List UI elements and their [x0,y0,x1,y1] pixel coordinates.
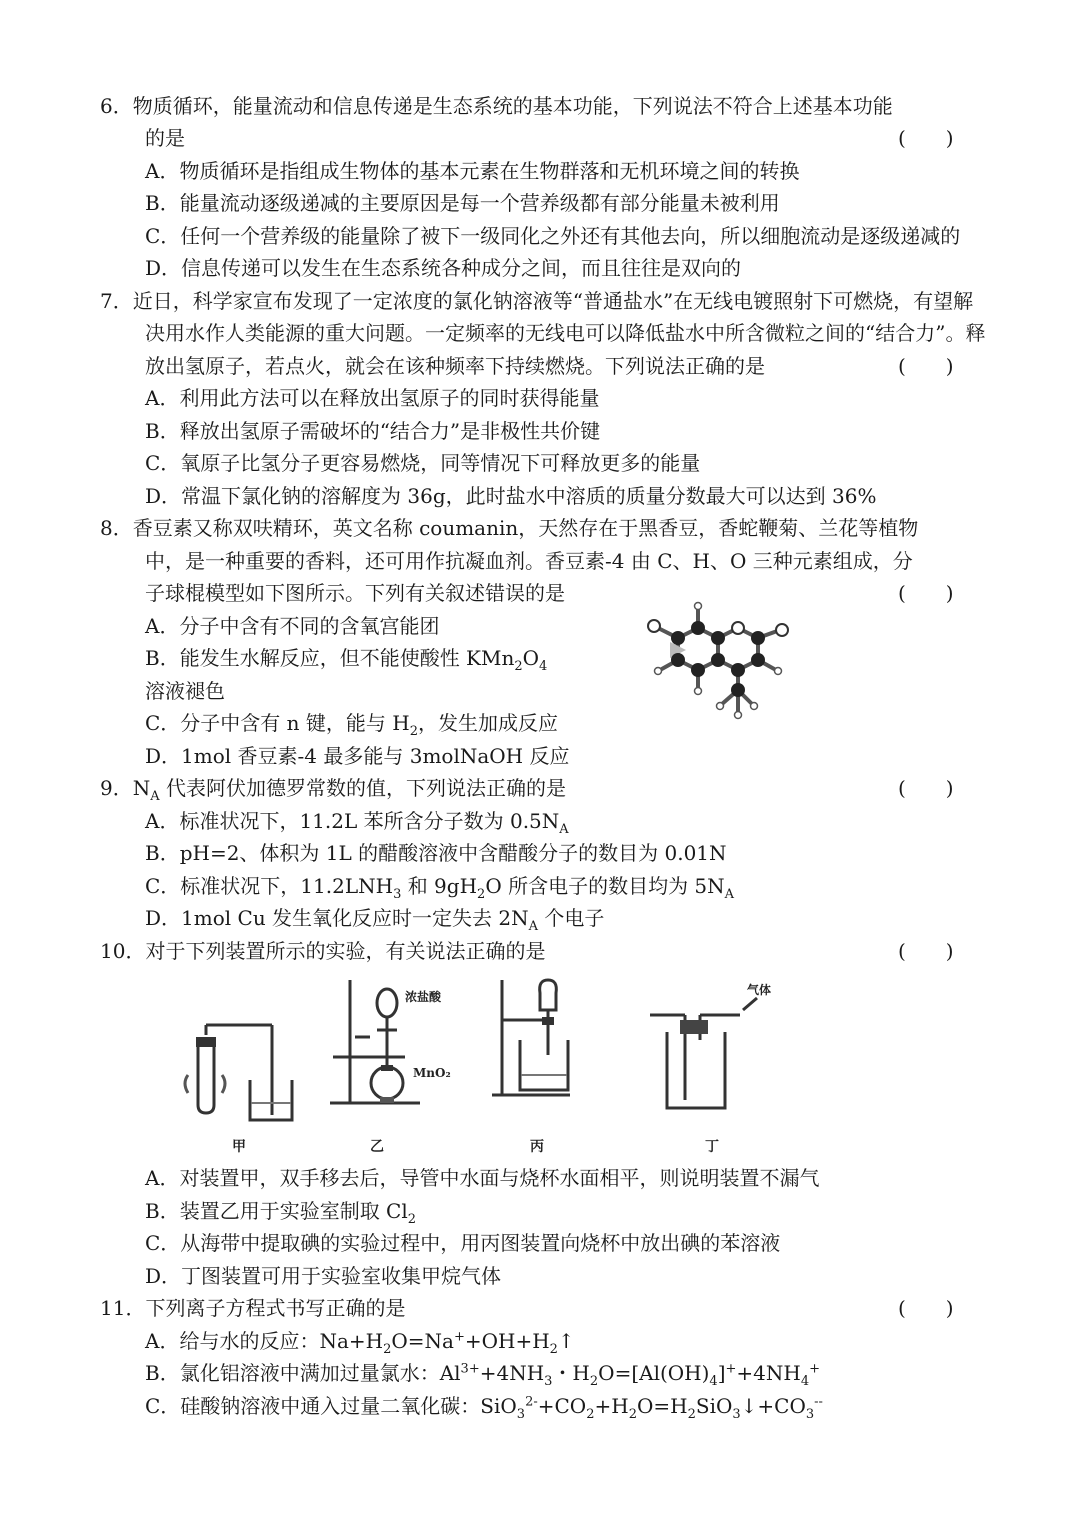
q9-option-c: C．标准状况下，$11.2LNH_3$ 和 $9gH_2O$ 所含电子的数目均为 $5N_A$ [145,874,735,902]
q6-answer-blank: ( ) [898,126,954,150]
q10-option-b: B．装置乙用于实验室制取 $Cl_2$ [145,1199,417,1227]
q11-option-b: B．氯化铝溶液中满加过量氯水：$Al^{3+}+4NH_3$・$H_2O=[Al(OH)_4]^++4NH_4^+$ [145,1361,821,1389]
q10-option-c: C．从海带中提取碘的实验过程中，用丙图装置向烧杯中放出碘的苯溶液 [145,1231,781,1255]
q10-answer-blank: ( ) [898,939,954,963]
q10-stem: 10．对于下列装置所示的实验，有关说法正确的是 [100,939,546,963]
caption-ding: 丁 [705,1139,719,1155]
q8-stem-line2: 中，是一种重要的香料，还可用作抗凝血剂。香豆素-4 由 C、H、O 三种元素组成，分 [145,549,913,573]
q6-option-b: B．能量流动逐级递减的主要原因是每一个营养级都有部分能量未被利用 [145,191,780,215]
q8-stem-line3: 子球棍模型如下图所示。下列有关叙述错误的是 [145,581,565,605]
caption-yi: 乙 [370,1139,384,1155]
q7-option-b: B．释放出氢原子需破坏的“结合力”是非极性共价键 [145,419,601,443]
q7-stem-line2: 决用水作人类能源的重大问题。一定频率的无线电可以降低盐水中所含微粒之间的“结合力”。释 [145,321,986,345]
q9-stem: 9．$N_A$ 代表阿伏加德罗常数的值，下列说法正确的是 [100,776,566,804]
q8-option-b-cont: 溶液褪色 [145,679,225,703]
q8-stem-line1: 8．香豆素又称双呋精环，英文名称 coumanin，天然存在于黑香豆，香蛇鞭菊、兰花等植物 [100,516,919,540]
yi-mno2-label: MnO₂ [413,1066,451,1080]
q9-option-b: B．pH=2、体积为 1L 的醋酸溶液中含醋酸分子的数目为 0.01N [145,841,727,865]
q9-option-a: A．标准状况下，11.2L 苯所含分子数为 $0.5N_A$ [145,809,569,837]
q11-option-c: C．硅酸钠溶液中通入过量二氧化碳：$SiO_3^{2-}+CO_2+H_2O=H_2SiO_3↓+CO_3^{--}$ [145,1394,823,1422]
q11-option-a: A．给与水的反应：$Na+H_2O=Na^++OH+H_2↑$ [145,1329,575,1357]
q7-stem-line3: 放出氢原子，若点火，就会在该种频率下持续燃烧。下列说法正确的是 [145,354,765,378]
apparatus-jia-figure [180,1005,300,1130]
q10-option-a: A．对装置甲，双手移去后，导管中水面与烧杯水面相平，则说明装置不漏气 [145,1166,820,1190]
coumarin-molecule-model [640,598,810,728]
q6-stem-line1: 6．物质循环，能量流动和信息传递是生态系统的基本功能，下列说法不符合上述基本功能 [100,94,893,118]
apparatus-bing-figure [490,975,590,1125]
q6-option-c: C．任何一个营养级的能量除了被下一级同化之外还有其他去向，所以细胞流动是逐级递减的 [145,224,961,248]
apparatus-ding-figure [645,980,805,1120]
ding-gas-label: 气体 [747,983,772,997]
yi-conc-hcl-label: 浓盐酸 [405,990,442,1004]
q7-option-a: A．利用此方法可以在释放出氢原子的同时获得能量 [145,386,600,410]
q6-stem-line2: 的是 [145,126,185,150]
caption-jia: 甲 [232,1139,246,1155]
q8-option-b: B．能发生水解反应，但不能使酸性 $KMn_2O_4$ [145,646,548,674]
q9-answer-blank: ( ) [898,776,954,800]
q9-option-d: D．1mol Cu 发生氧化反应时一定失去 $2N_A$ 个电子 [145,906,605,934]
q7-option-d: D．常温下氯化钠的溶解度为 36g，此时盐水中溶质的质量分数最大可以达到 36% [145,484,877,508]
q6-option-a: A．物质循环是指组成生物体的基本元素在生物群落和无机环境之间的转换 [145,159,800,183]
q7-stem-line1: 7．近日，科学家宣布发现了一定浓度的氯化钠溶液等“普通盐水”在无线电镀照射下可燃烧，有望解 [100,289,974,313]
apparatus-yi-figure [325,975,475,1125]
q11-answer-blank: ( ) [898,1296,954,1320]
q11-stem: 11．下列离子方程式书写正确的是 [100,1296,406,1320]
q7-option-c: C．氧原子比氢分子更容易燃烧，同等情况下可释放更多的能量 [145,451,701,475]
q7-answer-blank: ( ) [898,354,954,378]
q6-option-d: D．信息传递可以发生在生态系统各种成分之间，而且往往是双向的 [145,256,742,280]
q8-option-a: A．分子中含有不同的含氧宫能团 [145,614,440,638]
q8-option-d: D．1mol 香豆素-4 最多能与 3molNaOH 反应 [145,744,570,768]
caption-bing: 丙 [530,1139,544,1155]
q8-answer-blank: ( ) [898,581,954,605]
q10-option-d: D．丁图装置可用于实验室收集甲烷气体 [145,1264,502,1288]
q8-option-c: C．分子中含有 n 键，能与 $H_2$，发生加成反应 [145,711,558,739]
